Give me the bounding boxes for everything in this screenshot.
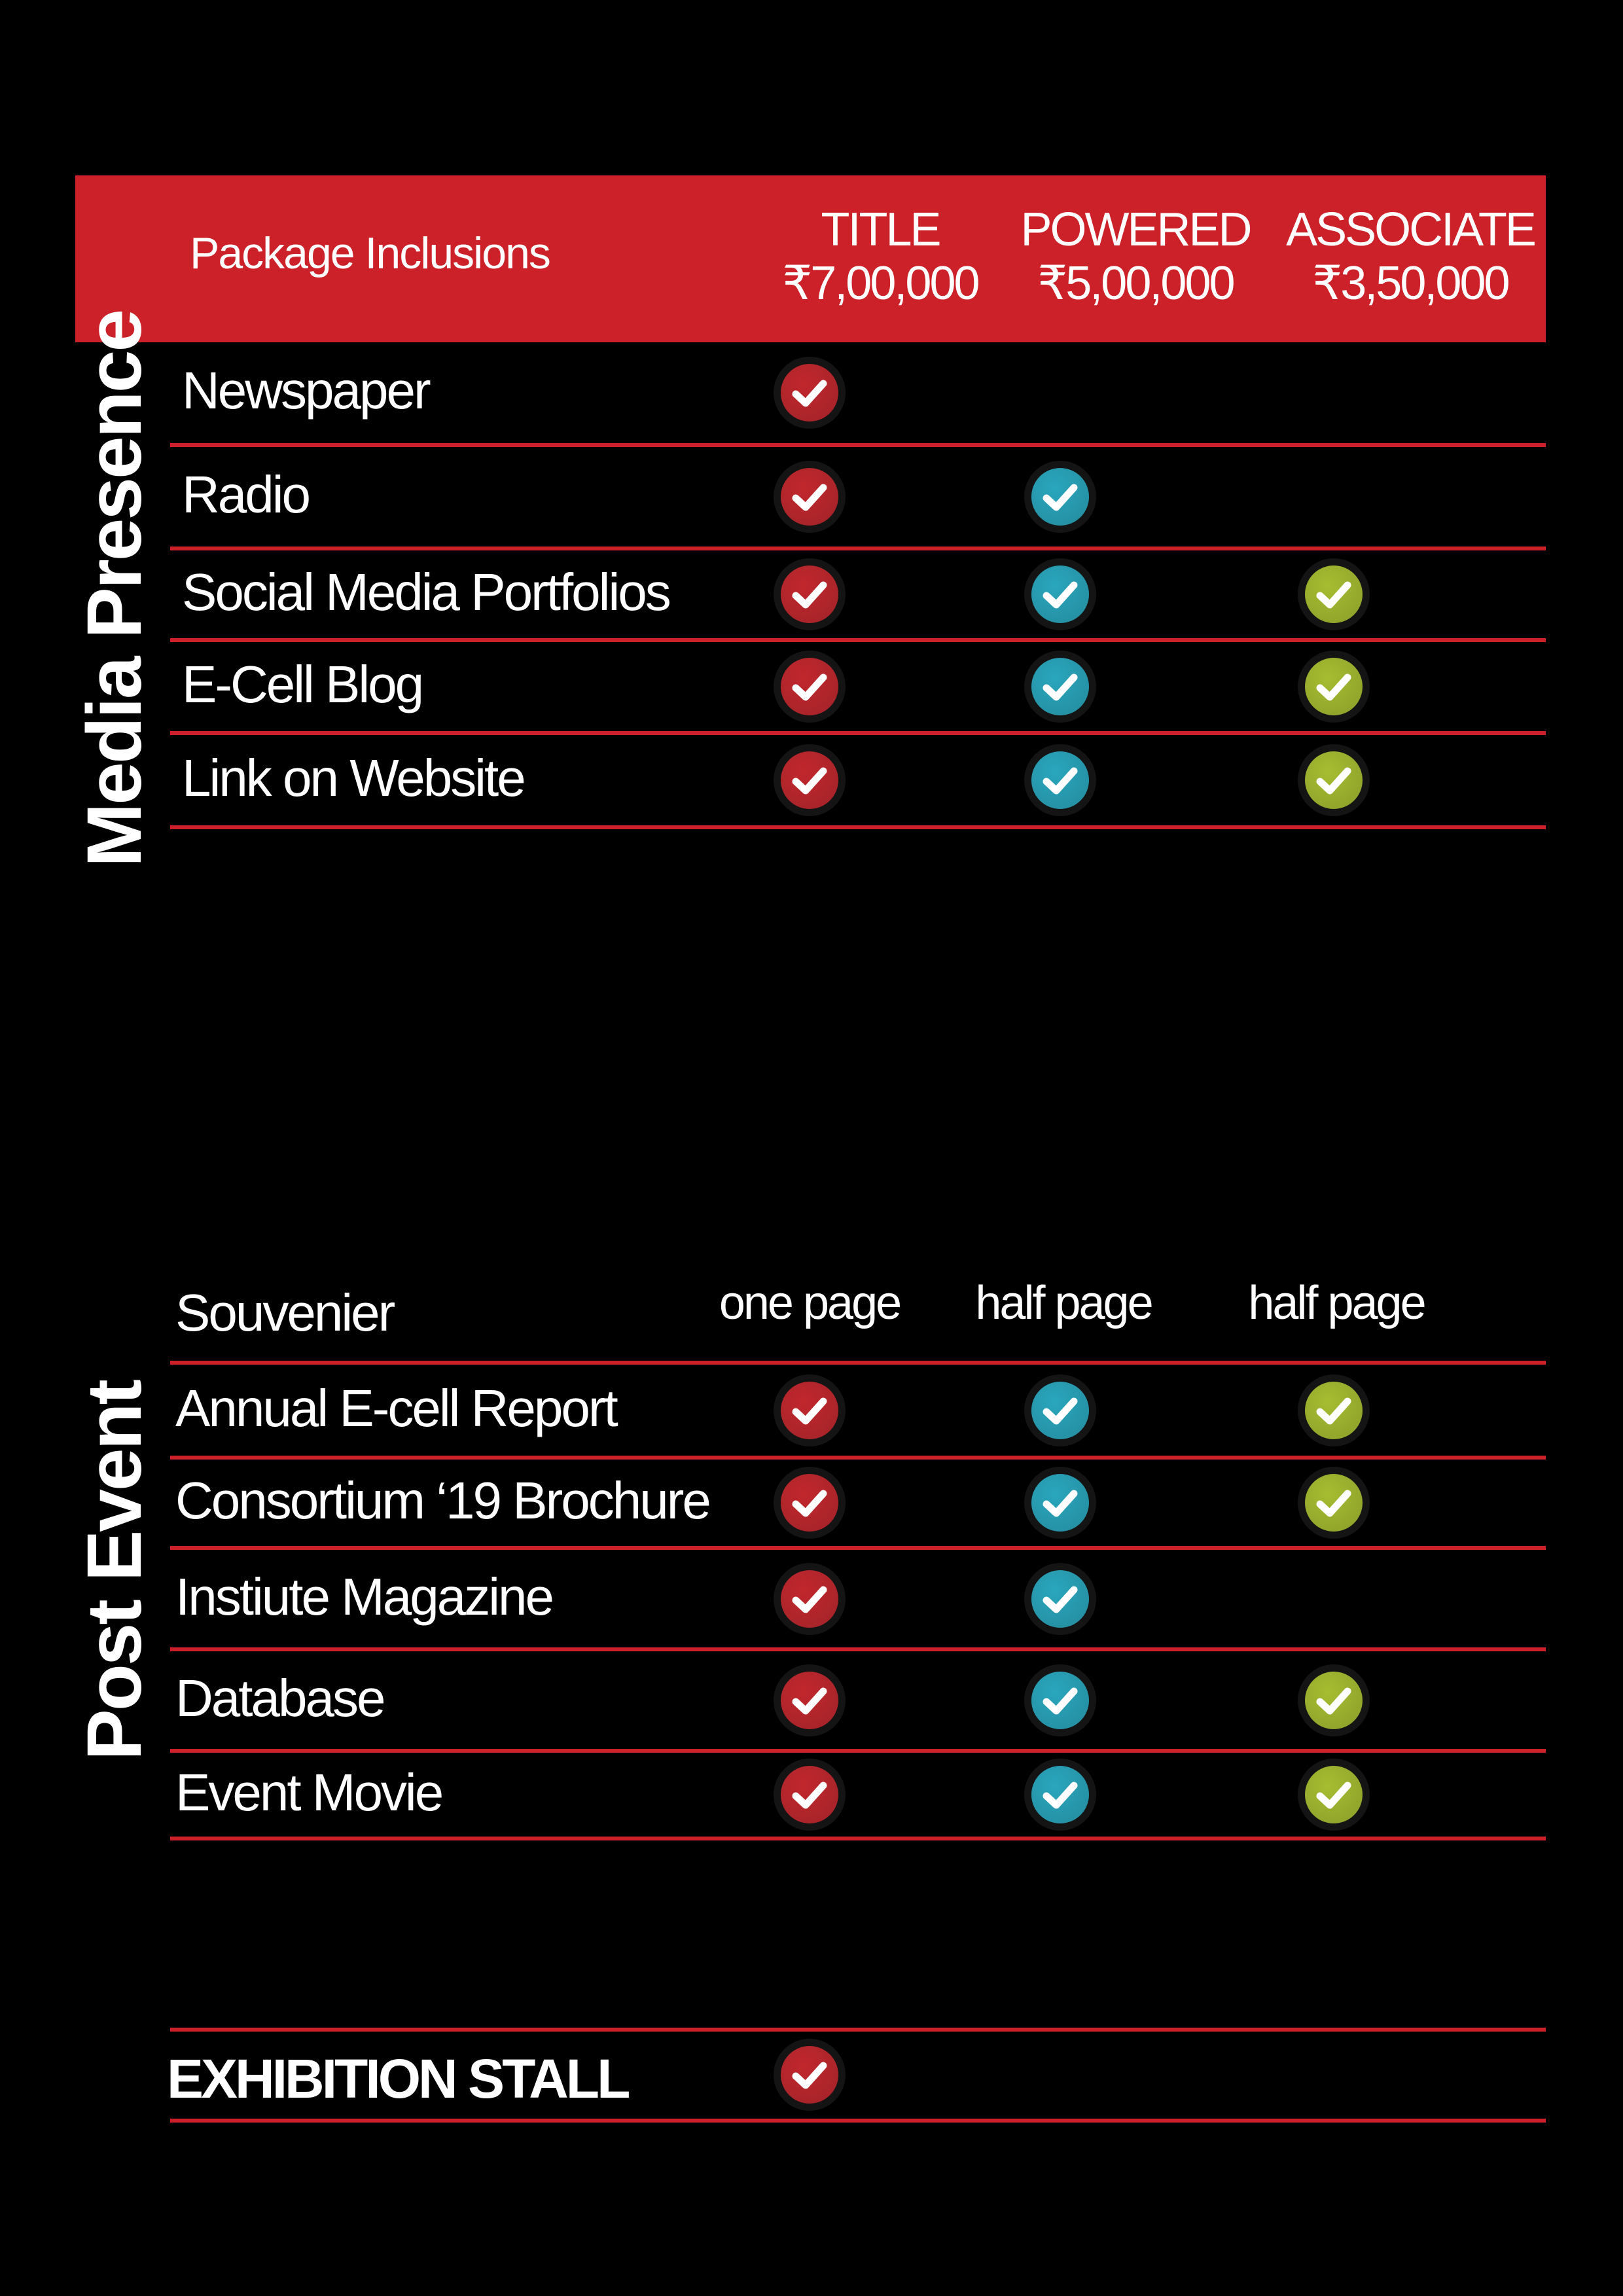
row-3-associate-check-icon: [1304, 657, 1363, 716]
souvenier-powered-note: half page: [975, 1277, 1152, 1329]
exhibition-top-divider: [170, 2028, 1546, 2032]
package-powered-price: ₹5,00,000: [1037, 257, 1234, 310]
table-row: [170, 1550, 1546, 1651]
souvenier-row: [170, 1257, 1546, 1365]
row-label: Social Media Portfolios: [182, 563, 669, 621]
row-3-title-check-icon: [780, 1671, 839, 1730]
exhibition-title-check-icon: [780, 2045, 839, 2104]
row-1-associate-check-icon: [1304, 1473, 1363, 1532]
row-3-powered-check-icon: [1031, 657, 1090, 716]
package-title: [743, 203, 1018, 310]
row-1-powered-check-icon: [1031, 1473, 1090, 1532]
row-label: Consortium ‘19 Brochure: [175, 1471, 709, 1530]
row-label: Event Movie: [175, 1763, 442, 1821]
row-2-powered-check-icon: [1031, 565, 1090, 624]
row-label: Database: [175, 1668, 384, 1727]
table-row: [170, 342, 1546, 447]
row-0-title-check-icon: [780, 1381, 839, 1440]
row-4-powered-check-icon: [1031, 751, 1090, 810]
row-1-title-check-icon: [780, 467, 839, 526]
row-label: E-Cell Blog: [182, 655, 423, 713]
row-label: Newspaper: [182, 361, 429, 420]
package-title-name: TITLE: [821, 204, 940, 256]
row-0-powered-check-icon: [1031, 1381, 1090, 1440]
row-4-associate-check-icon: [1304, 751, 1363, 810]
row-label: Link on Website: [182, 749, 524, 807]
row-4-powered-check-icon: [1031, 1765, 1090, 1824]
row-label: Instiute Magazine: [175, 1567, 553, 1626]
row-divider: [170, 1837, 1546, 1840]
row-2-title-check-icon: [780, 1570, 839, 1628]
row-2-associate-check-icon: [1304, 565, 1363, 624]
table-row: [170, 447, 1546, 550]
package-powered-name: POWERED: [1020, 204, 1251, 256]
row-1-powered-check-icon: [1031, 467, 1090, 526]
souvenier-associate-note: half page: [1248, 1277, 1425, 1329]
section-label-media-presence: Media Presence: [71, 310, 158, 868]
row-label: Annual E-cell Report: [175, 1378, 616, 1437]
souvenier-label: Souvenier: [175, 1283, 394, 1342]
package-associate-name: ASSOCIATE: [1286, 204, 1535, 256]
package-inclusions-label: Package Inclusions: [190, 228, 550, 278]
package-associate: [1273, 203, 1548, 310]
package-powered: [998, 203, 1273, 310]
row-2-powered-check-icon: [1031, 1570, 1090, 1628]
row-0-title-check-icon: [780, 363, 839, 422]
package-title-price: ₹7,00,000: [782, 257, 978, 310]
row-3-associate-check-icon: [1304, 1671, 1363, 1730]
exhibition-stall-label: EXHIBITION STALL: [167, 2048, 628, 2109]
package-associate-price: ₹3,50,000: [1312, 257, 1508, 310]
souvenier-title-note: one page: [719, 1277, 901, 1329]
row-0-associate-check-icon: [1304, 1381, 1363, 1440]
package-header: [75, 175, 1546, 342]
row-3-title-check-icon: [780, 657, 839, 716]
row-1-title-check-icon: [780, 1473, 839, 1532]
section-label-post-event: Post Event: [71, 1381, 158, 1761]
row-label: Radio: [182, 465, 310, 524]
exhibition-bottom-divider: [170, 2119, 1546, 2123]
row-4-associate-check-icon: [1304, 1765, 1363, 1824]
row-4-title-check-icon: [780, 1765, 839, 1824]
row-divider: [170, 825, 1546, 829]
row-2-title-check-icon: [780, 565, 839, 624]
row-4-title-check-icon: [780, 751, 839, 810]
row-3-powered-check-icon: [1031, 1671, 1090, 1730]
